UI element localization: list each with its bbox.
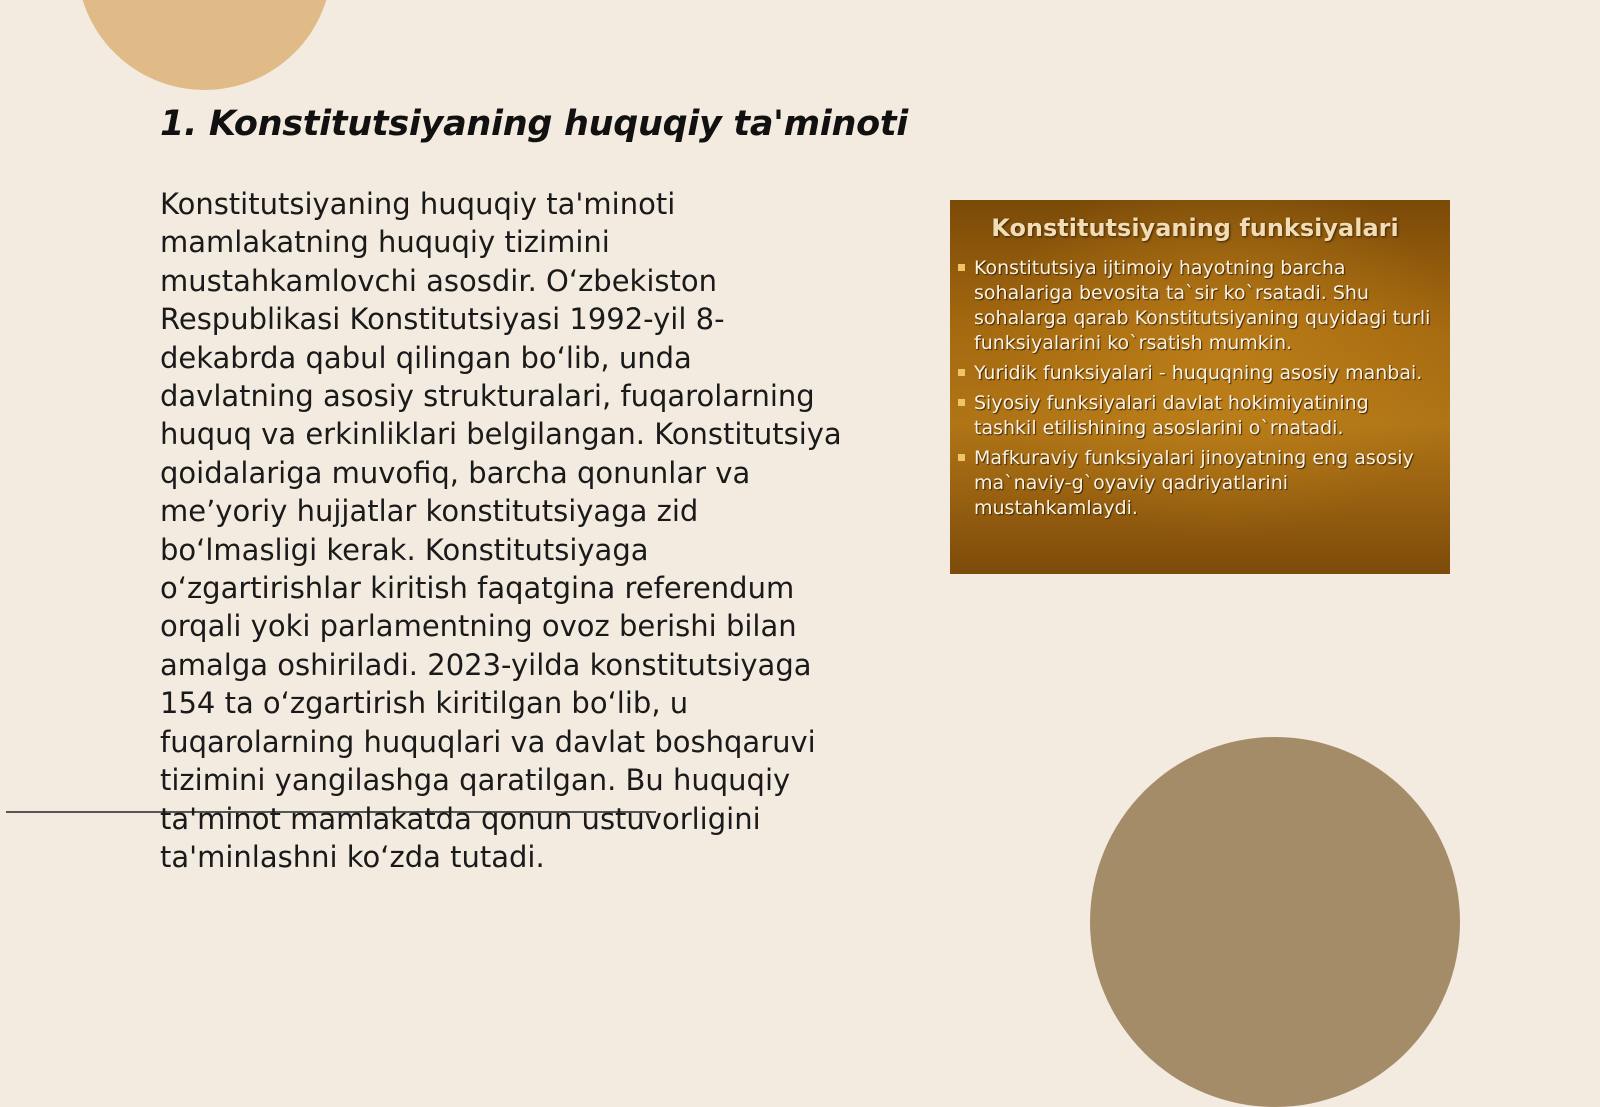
list-item-text: Siyosiy funksiyalari davlat hokimiyatining tashkil etilishining asoslarini o`rnatadi. bbox=[974, 392, 1369, 439]
list-item-text: Yuridik funksiyalari - huquqning asosiy manbai. bbox=[974, 362, 1423, 384]
functions-list bbox=[958, 256, 1432, 521]
slide-title: 1. Konstitutsiyaning huquqiy ta'minoti bbox=[160, 104, 908, 144]
decorative-circle-top bbox=[77, 0, 332, 90]
slide-body-text: Konstitutsiyaning huquqiy ta'minoti mamlakatning huquqiy tizimini mustahkamlovchi asosdir. O‘zbekiston Respublikasi Konstitutsiyasi 1992-yil 8-dekabrda qabul qilingan bo‘lib, unda davlatning asosiy strukturalari, fuqarolarning huquq va erkinliklari belgilangan. Konstitutsiya qoidalariga muvofiq, barcha qonunlar va me’yoriy hujjatlar konstitutsiyaga zid bo‘lmasligi kerak. Konstitutsiyaga o‘zgartirishlar kiritish faqatgina referendum orqali yoki parlamentning ovoz berishi bilan amalga oshiriladi. 2023-yilda konstitutsiyaga 154 ta o‘zgartirish kiritilgan bo‘lib, u fuqarolarning huquqlari va davlat boshqaruvi tizimini yangilashga qaratilgan. Bu huquqiy ta'minot mamlakatda qonun ustuvorligini ta'minlashni ko‘zda tutadi. bbox=[160, 187, 842, 874]
list-item bbox=[958, 361, 1432, 386]
bullet-icon bbox=[958, 454, 965, 461]
bullet-icon bbox=[958, 369, 965, 376]
list-item bbox=[958, 256, 1432, 356]
bullet-icon bbox=[958, 264, 965, 271]
list-item-text: Konstitutsiya ijtimoiy hayotning barcha sohalariga bevosita ta`sir ko`rsatadi. Shu sohalarga qarab Konstitutsiyaning quyidagi turli funksiyalarini ko`rsatish mumkin. bbox=[974, 257, 1431, 354]
list-item bbox=[958, 391, 1432, 441]
bullet-icon bbox=[958, 399, 965, 406]
list-item bbox=[958, 446, 1432, 521]
image-title: Konstitutsiyaning funksiyalari bbox=[991, 214, 1399, 242]
list-item-text: Mafkuraviy funksiyalari jinoyatning eng asosiy ma`naviy-g`oyaviy qadriyatlarini mustahkamlaydi. bbox=[974, 447, 1414, 519]
decorative-circle-bottom bbox=[1090, 737, 1460, 1107]
constitution-functions-image bbox=[950, 200, 1450, 574]
